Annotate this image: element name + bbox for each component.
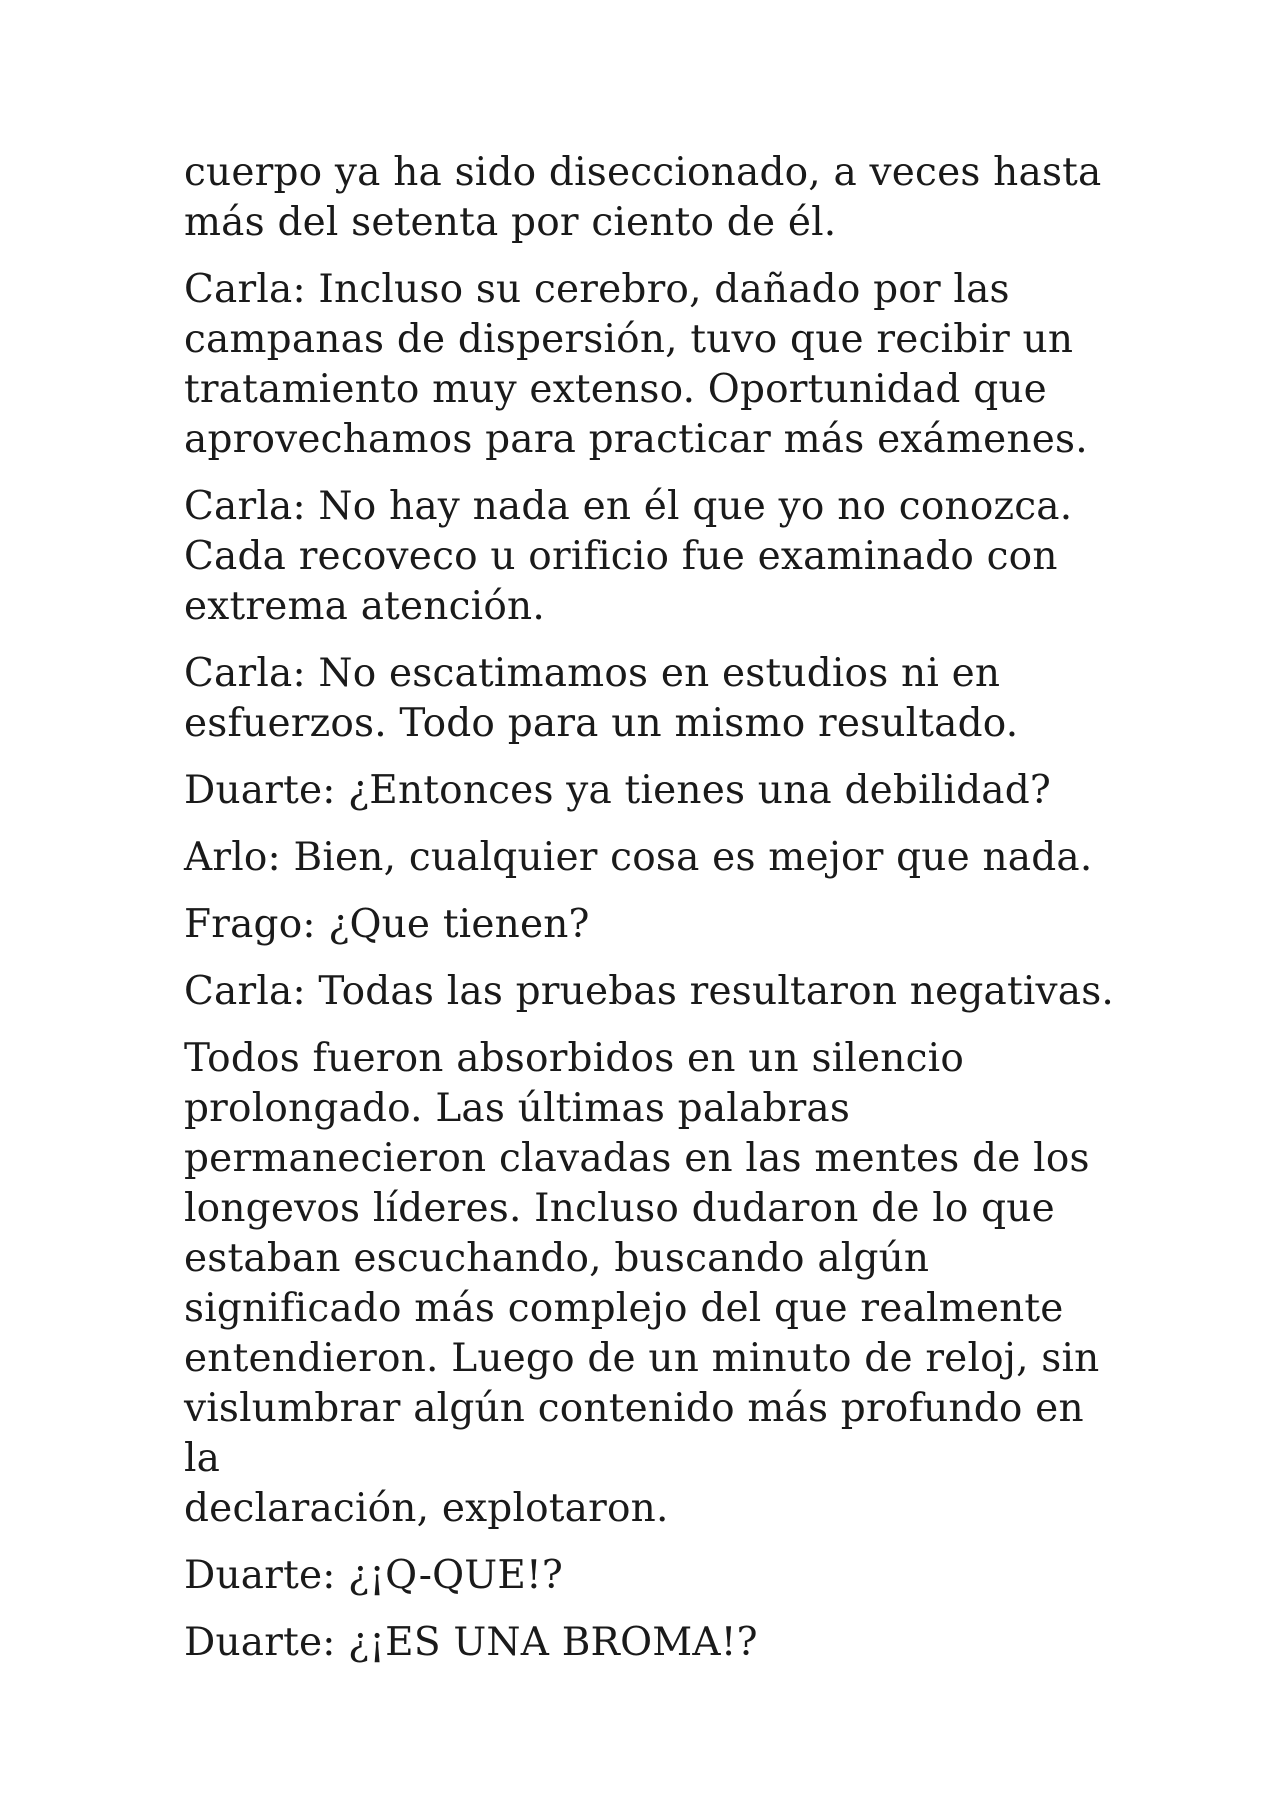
dialogue-line: Duarte: ¿¡Q-QUE!? bbox=[184, 1553, 564, 1598]
document-page bbox=[184, 148, 1124, 1685]
narration-paragraph: Todos fueron absorbidos en un silencio prolongado. Las últimas palabras permanecieron clavadas en las mentes de los longevos líderes. Incluso dudaron de lo que estaban escuchando, buscando algún significado más complejo del que realmente entendieron. Luego de un minuto de reloj, sin vislumbrar algún contenido más profundo en la declaración, explotaron. bbox=[184, 1036, 1100, 1531]
dialogue-line: Carla: No escatimamos en estudios ni en esfuerzos. Todo para un mismo resultado. bbox=[184, 651, 1019, 746]
dialogue-line: Carla: No hay nada en él que yo no conozca. Cada recoveco u orificio fue examinado con extrema atención. bbox=[184, 484, 1073, 629]
dialogue-line: Arlo: Bien, cualquier cosa es mejor que nada. bbox=[184, 835, 1093, 880]
dialogue-line: Duarte: ¿Entonces ya tienes una debilidad? bbox=[184, 768, 1051, 813]
dialogue-line: Carla: Incluso su cerebro, dañado por las campanas de dispersión, tuvo que recibir un tratamiento muy extenso. Oportunidad que aprovechamos para practicar más exámenes. bbox=[184, 267, 1088, 462]
dialogue-line: Carla: Todas las pruebas resultaron negativas. bbox=[184, 969, 1115, 1014]
dialogue-line: Duarte: ¿¡ES UNA BROMA!? bbox=[184, 1620, 758, 1665]
paragraph: cuerpo ya ha sido diseccionado, a veces hasta más del setenta por ciento de él. bbox=[184, 150, 1102, 245]
dialogue-line: Frago: ¿Que tienen? bbox=[184, 902, 590, 947]
